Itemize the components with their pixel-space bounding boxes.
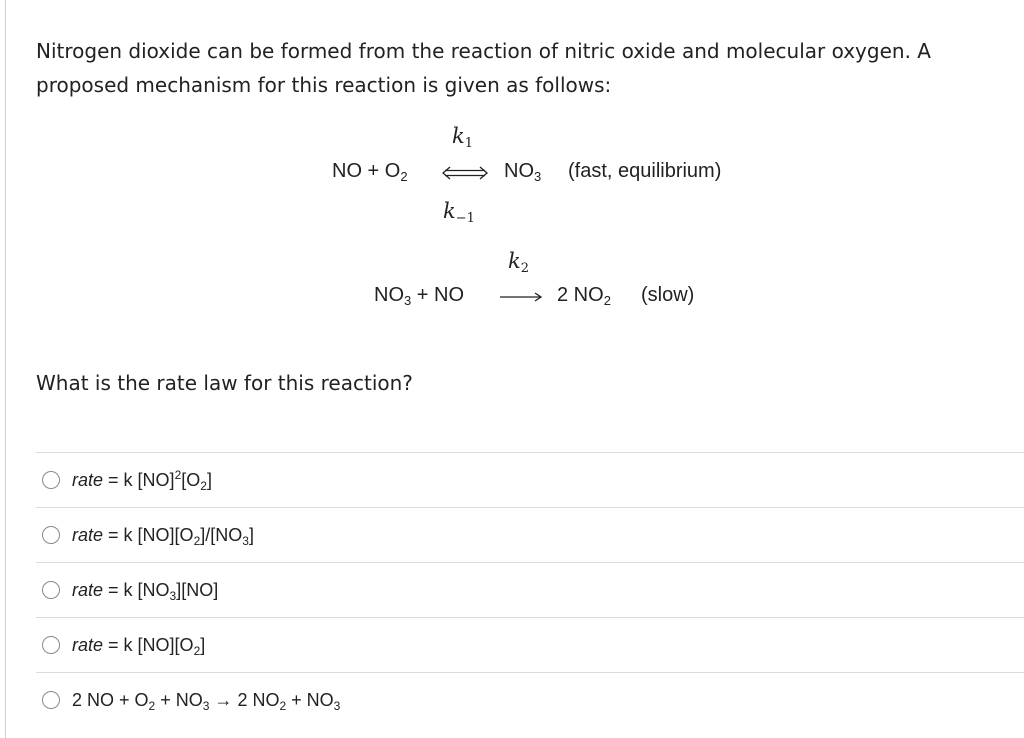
question-text: Nitrogen dioxide can be formed from the reaction of nitric oxide and molecular oxygen. A proposed mechanism for this reaction is given as follows: (36, 39, 931, 97)
step1-product: $NO_3$ (504, 160, 542, 184)
step2-product: 2 $NO_2$ (557, 284, 611, 308)
option-label: rate = k $[NO][O_2]/[NO_3]$ (72, 524, 254, 548)
option-label: rate = k $[NO][O_2]$ (72, 634, 206, 658)
step1-note: (fast, equilibrium) (568, 160, 722, 182)
radio-button[interactable] (42, 581, 60, 599)
answer-options (36, 452, 1024, 727)
equilibrium-arrow-icon (441, 166, 489, 180)
rate-constant-k-minus-1: $k_{-1}$ (443, 199, 475, 226)
step2-note: (slow) (641, 284, 695, 306)
option-5[interactable] (36, 672, 1024, 727)
radio-button[interactable] (42, 636, 60, 654)
page-left-border (5, 0, 6, 738)
option-2[interactable] (36, 507, 1024, 562)
step1-reactants: NO + $O_2$ (332, 160, 408, 184)
option-label: 2 NO + $O_2 + NO_3 \to 2$ $NO_2 + NO_3$ (72, 689, 341, 713)
radio-button[interactable] (42, 691, 60, 709)
radio-button[interactable] (42, 526, 60, 544)
step2-reactants: $NO_3$ + NO (374, 284, 465, 308)
rate-constant-k1: $k_1$ (452, 124, 474, 151)
option-1[interactable] (36, 452, 1024, 507)
rate-constant-k2: $k_2$ (508, 249, 530, 276)
option-label: rate = k $[NO_3][NO]$ (72, 579, 219, 603)
option-4[interactable] (36, 617, 1024, 672)
forward-arrow-icon (499, 291, 543, 303)
radio-button[interactable] (42, 471, 60, 489)
option-label: rate = k $[NO]^2[O_2]$ (72, 467, 212, 493)
prompt-text: What is the rate law for this reaction? (36, 371, 413, 395)
option-3[interactable] (36, 562, 1024, 617)
